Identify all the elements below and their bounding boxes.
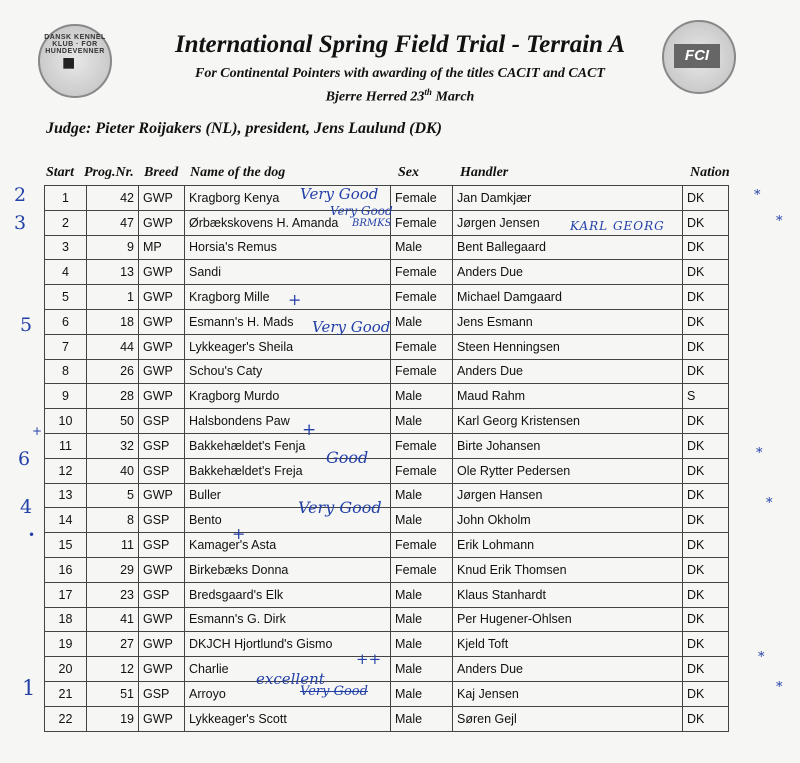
cell-sex: Female: [391, 433, 453, 458]
judge-line: Judge: Pieter Roijakers (NL), president, Jens Laulund (DK): [46, 120, 442, 137]
cell-breed: GWP: [139, 632, 185, 657]
table-row: [45, 260, 729, 285]
hw-dot-mark: •: [28, 528, 36, 542]
cell-nation: DK: [683, 210, 729, 235]
page-title: International Spring Field Trial - Terrain A: [174, 31, 626, 58]
cell-nation: DK: [683, 557, 729, 582]
hw-r2-grade: Very Good: [330, 204, 393, 218]
cell-sex: Female: [391, 359, 453, 384]
cell-prog: 42: [87, 186, 139, 211]
cell-start: 20: [45, 657, 87, 682]
table-row: [45, 533, 729, 558]
cell-nation: S: [683, 384, 729, 409]
cell-breed: GSP: [139, 533, 185, 558]
cell-prog: 1: [87, 285, 139, 310]
hw-star-r1: *: [754, 188, 761, 203]
date-suffix: th: [424, 87, 432, 97]
cell-nation: DK: [683, 260, 729, 285]
cell-handler: Anders Due: [453, 657, 683, 682]
hw-r5-mark: +: [288, 290, 302, 309]
cell-prog: 26: [87, 359, 139, 384]
hw-r10-mark: +: [302, 420, 317, 440]
cell-breed: GWP: [139, 285, 185, 310]
cell-prog: 19: [87, 706, 139, 731]
table-row: [45, 681, 729, 706]
cell-prog: 28: [87, 384, 139, 409]
hw-small-mark: +: [32, 424, 43, 438]
cell-name: Ørbækskovens H. Amanda: [185, 210, 391, 235]
table-row: [45, 409, 729, 434]
table-row: [45, 557, 729, 582]
cell-start: 11: [45, 433, 87, 458]
cell-prog: 9: [87, 235, 139, 260]
cell-nation: DK: [683, 433, 729, 458]
cell-breed: GWP: [139, 384, 185, 409]
cell-prog: 29: [87, 557, 139, 582]
cell-prog: 13: [87, 260, 139, 285]
cell-sex: Female: [391, 285, 453, 310]
cell-sex: Male: [391, 681, 453, 706]
cell-prog: 18: [87, 309, 139, 334]
cell-sex: Male: [391, 235, 453, 260]
cell-handler: Jørgen Jensen: [453, 210, 683, 235]
cell-name: Lykkeager's Sheila: [185, 334, 391, 359]
cell-nation: DK: [683, 458, 729, 483]
cell-prog: 50: [87, 409, 139, 434]
cell-breed: GWP: [139, 557, 185, 582]
logo-left-text: DANSK KENNEL KLUB · FOR HUNDEVENNER: [44, 34, 106, 55]
cell-start: 12: [45, 458, 87, 483]
cell-start: 4: [45, 260, 87, 285]
table-row: [45, 384, 729, 409]
cell-name: Kragborg Kenya: [185, 186, 391, 211]
cell-breed: GWP: [139, 309, 185, 334]
cell-handler: Maud Rahm: [453, 384, 683, 409]
cell-handler: Birte Johansen: [453, 433, 683, 458]
table-row: [45, 483, 729, 508]
cell-breed: GSP: [139, 582, 185, 607]
cell-start: 16: [45, 557, 87, 582]
cell-prog: 41: [87, 607, 139, 632]
cell-breed: MP: [139, 235, 185, 260]
cell-start: 22: [45, 706, 87, 731]
cell-name: Kragborg Murdo: [185, 384, 391, 409]
cell-start: 3: [45, 235, 87, 260]
cell-name: Esmann's H. Mads: [185, 309, 391, 334]
cell-nation: DK: [683, 706, 729, 731]
hw-r1-grade: Very Good: [300, 185, 379, 203]
cell-nation: DK: [683, 235, 729, 260]
cell-prog: 51: [87, 681, 139, 706]
cell-breed: GWP: [139, 260, 185, 285]
column-header-prog: Prog.Nr.: [84, 165, 134, 180]
cell-sex: Female: [391, 557, 453, 582]
cell-name: Bredsgaard's Elk: [185, 582, 391, 607]
subtitle: For Continental Pointers with awarding of the titles CACIT and CACT: [195, 66, 605, 81]
cell-sex: Male: [391, 483, 453, 508]
cell-nation: DK: [683, 186, 729, 211]
cell-sex: Male: [391, 632, 453, 657]
cell-nation: DK: [683, 533, 729, 558]
cell-prog: 32: [87, 433, 139, 458]
cell-nation: DK: [683, 409, 729, 434]
location-date: [0, 87, 800, 106]
hw-r11-grade: Good: [326, 448, 369, 467]
cell-breed: GWP: [139, 210, 185, 235]
cell-start: 18: [45, 607, 87, 632]
table-row: [45, 285, 729, 310]
cell-start: 7: [45, 334, 87, 359]
cell-start: 6: [45, 309, 87, 334]
cell-nation: DK: [683, 657, 729, 682]
cell-prog: 5: [87, 483, 139, 508]
hw-r2-handler: KARL GEORG: [570, 219, 665, 233]
cell-sex: Male: [391, 508, 453, 533]
cell-name: Lykkeager's Scott: [185, 706, 391, 731]
cell-prog: 40: [87, 458, 139, 483]
cell-handler: John Okholm: [453, 508, 683, 533]
hw-place-r13: 4: [20, 496, 33, 518]
table-row: [45, 433, 729, 458]
cell-breed: GWP: [139, 706, 185, 731]
cell-breed: GSP: [139, 433, 185, 458]
cell-name: DKJCH Hjortlund's Gismo: [185, 632, 391, 657]
cell-sex: Male: [391, 706, 453, 731]
hw-place-r2: 3: [14, 212, 27, 234]
cell-handler: Steen Henningsen: [453, 334, 683, 359]
cell-nation: DK: [683, 334, 729, 359]
cell-start: 10: [45, 409, 87, 434]
cell-handler: Kjeld Toft: [453, 632, 683, 657]
cell-sex: Female: [391, 533, 453, 558]
cell-name: Arroyo: [185, 681, 391, 706]
cell-name: Schou's Caty: [185, 359, 391, 384]
cell-start: 14: [45, 508, 87, 533]
hw-r20-struck: Very Good: [300, 684, 368, 699]
entries-table: [44, 185, 729, 732]
hw-r6-grade: Very Good: [312, 318, 391, 336]
cell-name: Sandi: [185, 260, 391, 285]
hw-star-r20: *: [776, 680, 783, 695]
cell-start: 5: [45, 285, 87, 310]
cell-nation: DK: [683, 681, 729, 706]
cell-handler: Kaj Jensen: [453, 681, 683, 706]
cell-sex: Female: [391, 458, 453, 483]
date-month: March: [435, 89, 475, 105]
cell-name: Halsbondens Paw: [185, 409, 391, 434]
cell-name: Kamager's Asta: [185, 533, 391, 558]
cell-start: 2: [45, 210, 87, 235]
hw-place-r11: 6: [18, 448, 31, 470]
cell-breed: GWP: [139, 607, 185, 632]
column-header-sex: Sex: [398, 165, 419, 180]
cell-handler: Klaus Stanhardt: [453, 582, 683, 607]
table-row: [45, 508, 729, 533]
hw-star-r11: *: [756, 446, 763, 461]
column-header-nation: Nation: [690, 165, 730, 180]
hw-star-r19: *: [758, 650, 765, 665]
cell-handler: Karl Georg Kristensen: [453, 409, 683, 434]
table-row: [45, 359, 729, 384]
column-header-start: Start: [46, 165, 75, 180]
cell-start: 13: [45, 483, 87, 508]
cell-nation: DK: [683, 582, 729, 607]
cell-breed: GWP: [139, 186, 185, 211]
cell-sex: Female: [391, 210, 453, 235]
table-row: [45, 582, 729, 607]
cell-sex: Male: [391, 657, 453, 682]
cell-handler: Erik Lohmann: [453, 533, 683, 558]
table-row: [45, 607, 729, 632]
cell-start: 1: [45, 186, 87, 211]
hw-place-r1: 2: [14, 184, 27, 206]
cell-start: 21: [45, 681, 87, 706]
column-header-name: Name of the dog: [190, 165, 286, 180]
cell-sex: Male: [391, 309, 453, 334]
cell-handler: Anders Due: [453, 260, 683, 285]
hw-r19-mark: ++: [356, 650, 382, 668]
hw-r14-mark: +: [232, 524, 246, 543]
table-row: [45, 657, 729, 682]
cell-sex: Male: [391, 582, 453, 607]
table-row: [45, 334, 729, 359]
hw-place-r6: 5: [20, 314, 33, 336]
hw-r2-extra: BRMKS: [352, 218, 392, 229]
cell-name: Buller: [185, 483, 391, 508]
cell-name: Esmann's G. Dirk: [185, 607, 391, 632]
cell-breed: GSP: [139, 458, 185, 483]
cell-name: Horsia's Remus: [185, 235, 391, 260]
cell-sex: Female: [391, 186, 453, 211]
cell-breed: GWP: [139, 657, 185, 682]
cell-breed: GSP: [139, 409, 185, 434]
cell-nation: DK: [683, 508, 729, 533]
cell-sex: Male: [391, 409, 453, 434]
cell-handler: Per Hugener-Ohlsen: [453, 607, 683, 632]
hw-star-r13: *: [766, 496, 773, 511]
cell-nation: DK: [683, 632, 729, 657]
cell-start: 9: [45, 384, 87, 409]
cell-sex: Female: [391, 334, 453, 359]
hw-r20-grade: excellent: [256, 670, 325, 688]
hw-star-r2: *: [776, 214, 783, 229]
cell-handler: Knud Erik Thomsen: [453, 557, 683, 582]
cell-nation: DK: [683, 483, 729, 508]
cell-breed: GSP: [139, 508, 185, 533]
cell-sex: Male: [391, 384, 453, 409]
cell-prog: 12: [87, 657, 139, 682]
entries-body: [45, 186, 729, 732]
cell-handler: Anders Due: [453, 359, 683, 384]
cell-nation: DK: [683, 359, 729, 384]
hw-r13-grade: Very Good: [298, 498, 382, 517]
cell-start: 15: [45, 533, 87, 558]
cell-start: 17: [45, 582, 87, 607]
cell-start: 8: [45, 359, 87, 384]
cell-handler: Jan Damkjær: [453, 186, 683, 211]
cell-name: Kragborg Mille: [185, 285, 391, 310]
cell-name: Bakkehældet's Freja: [185, 458, 391, 483]
table-row: [45, 235, 729, 260]
cell-prog: 8: [87, 508, 139, 533]
cell-prog: 11: [87, 533, 139, 558]
column-header-handler: Handler: [460, 165, 509, 180]
cell-nation: DK: [683, 309, 729, 334]
cell-handler: Søren Gejl: [453, 706, 683, 731]
location-text: Bjerre Herred 23: [325, 89, 425, 105]
cell-prog: 44: [87, 334, 139, 359]
cell-name: Charlie: [185, 657, 391, 682]
hw-place-r20: 1: [22, 676, 36, 700]
cell-handler: Michael Damgaard: [453, 285, 683, 310]
cell-name: Birkebæks Donna: [185, 557, 391, 582]
cell-sex: Female: [391, 260, 453, 285]
cell-prog: 47: [87, 210, 139, 235]
cell-handler: Jens Esmann: [453, 309, 683, 334]
cell-prog: 27: [87, 632, 139, 657]
logo-right-text: FCI: [674, 44, 720, 68]
dog-icon: ■: [62, 50, 76, 75]
cell-handler: Ole Rytter Pedersen: [453, 458, 683, 483]
table-row: [45, 706, 729, 731]
table-row: [45, 458, 729, 483]
cell-nation: DK: [683, 607, 729, 632]
cell-name: Bento: [185, 508, 391, 533]
cell-nation: DK: [683, 285, 729, 310]
cell-sex: Male: [391, 607, 453, 632]
cell-breed: GSP: [139, 681, 185, 706]
column-header-breed: Breed: [144, 165, 179, 180]
cell-start: 19: [45, 632, 87, 657]
table-row: [45, 632, 729, 657]
cell-breed: GWP: [139, 483, 185, 508]
cell-name: Bakkehældet's Fenja: [185, 433, 391, 458]
cell-breed: GWP: [139, 334, 185, 359]
cell-handler: Bent Ballegaard: [453, 235, 683, 260]
cell-breed: GWP: [139, 359, 185, 384]
cell-handler: Jørgen Hansen: [453, 483, 683, 508]
cell-prog: 23: [87, 582, 139, 607]
